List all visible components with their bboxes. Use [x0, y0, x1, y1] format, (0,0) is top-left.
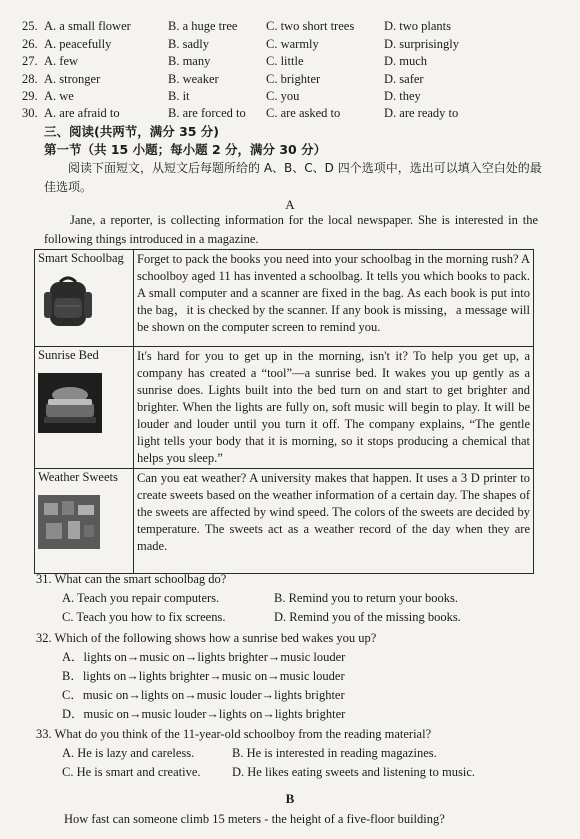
question-number: 29. [22, 89, 38, 103]
question-31-option-d: D. Remind you of the missing books. [274, 610, 461, 624]
question-number: 28. [22, 72, 38, 86]
table-row [35, 469, 534, 574]
question-number: 25. [22, 19, 38, 33]
question-32-option-c: C．music on→lights on→music louder→lights brighter [62, 688, 345, 702]
question-32-stem: 32. Which of the following shows how a sunrise bed wakes you up? [36, 631, 377, 645]
item-name-cell [35, 347, 134, 469]
question-33-option-d: D. He likes eating sweets and listening to music. [232, 765, 476, 779]
question-31-option-a: A. Teach you repair computers. [62, 591, 220, 605]
option-row-29 [0, 87, 580, 105]
weather-sweets-icon [38, 495, 100, 549]
option-row-26 [0, 35, 580, 53]
item-description: Forget to pack the books you need into your schoolbag in the morning rush? A schoolboy aged 11 has invented a schoolbag. It tells you which books to pack. A small computer and a scanner are fixed in the bag. As each book is put into the bag，it is checked by the scanner. If any book is missing，a message will be shown on the computer screen to remind you. [134, 250, 534, 347]
option-row-28 [0, 70, 580, 88]
option-b: B. are forced to [168, 106, 246, 120]
option-row-25 [0, 17, 580, 35]
option-b: B. sadly [168, 37, 209, 51]
question-32-option-d: D．music on→music louder→lights on→lights brighter [62, 707, 346, 721]
item-description: Can you eat weather? A university makes that happen. It uses a 3 D printer to create sweets based on the weather information of a certain day. The shapes of the sweets are affected by wind speed. The colors of the sweets are decided by temperature. The sweets act as a weather record of the day when they are made. [134, 469, 534, 574]
question-number: 27. [22, 54, 38, 68]
option-d: D. much [384, 54, 428, 68]
question-33-option-a: A. He is lazy and careless. [62, 746, 195, 760]
item-name: Smart Schoolbag [38, 251, 124, 265]
option-a: A. are afraid to [44, 106, 120, 120]
option-c: C. are asked to [266, 106, 341, 120]
instructions [44, 159, 544, 197]
option-d: D. surprisingly [384, 37, 459, 51]
option-b: B. weaker [168, 72, 219, 86]
option-b: B. a huge tree [168, 19, 238, 33]
option-d: D. they [384, 89, 421, 103]
option-c: C. warmly [266, 37, 319, 51]
subsection-title: 第一节（共 15 小题；每小题 2 分，满分 30 分） [44, 142, 327, 157]
table-row [35, 250, 534, 347]
option-a: A. stronger [44, 72, 101, 86]
table-row [35, 347, 534, 469]
option-c: C. two short trees [266, 19, 355, 33]
passage-b-label: B [285, 791, 295, 806]
sunrise-bed-icon [38, 373, 102, 433]
option-row-30 [0, 104, 580, 122]
option-c: C. little [266, 54, 304, 68]
item-name-cell [35, 250, 134, 347]
option-a: A. a small flower [44, 19, 131, 33]
question-32-option-b: B．lights on→lights brighter→music on→music louder [62, 669, 345, 683]
option-a: A. peacefully [44, 37, 112, 51]
item-name-cell [35, 469, 134, 574]
option-a: A. few [44, 54, 79, 68]
passage-b-first-line: How fast can someone climb 15 meters - the height of a five-floor building? [64, 812, 445, 826]
option-d: D. are ready to [384, 106, 459, 120]
option-b: B. it [168, 89, 190, 103]
question-33-option-b: B. He is interested in reading magazines. [232, 746, 437, 760]
passage-a-label: A [285, 197, 295, 212]
question-32-option-a: A．lights on→music on→lights brighter→music louder [62, 650, 346, 664]
section-title: 三、阅读(共两节，满分 35 分) [44, 124, 220, 139]
item-name: Sunrise Bed [38, 348, 99, 362]
item-name: Weather Sweets [38, 470, 118, 484]
option-c: C. you [266, 89, 300, 103]
option-d: D. safer [384, 72, 424, 86]
question-31-option-c: C. Teach you how to fix screens. [62, 610, 226, 624]
question-33-option-c: C. He is smart and creative. [62, 765, 201, 779]
option-a: A. we [44, 89, 74, 103]
option-c: C. brighter [266, 72, 321, 86]
passage-a-intro: Jane, a reporter, is collecting information for the local newspaper. She is interested in the following things introduced in a magazine. [44, 213, 538, 246]
question-number: 30. [22, 106, 38, 120]
question-31-stem: 31. What can the smart schoolbag do? [36, 572, 227, 586]
item-description: It's hard for you to get up in the morning, isn't it? To help you get up, a company has created a “tool”—a sunrise bed. It wakes you up gently as a sunrise does. Lights built into the bed turn on and start to get brighter and brighter. When the lights are fully on, soft music will begin to play. It will be louder and louder until you turn it off. The company explains, “The gentle light tells your body that it is morning, so it stops producing a chemical that helps you sleep.” [134, 347, 534, 469]
question-33-stem: 33. What do you think of the 11-year-old schoolboy from the reading material? [36, 727, 432, 741]
schoolbag-icon [38, 276, 98, 328]
option-b: B. many [168, 54, 211, 68]
question-number: 26. [22, 37, 38, 51]
option-row-27 [0, 52, 580, 70]
option-d: D. two plants [384, 19, 452, 33]
question-31-option-b: B. Remind you to return your books. [274, 591, 459, 605]
instructions-text: 阅读下面短文，从短文后每题所给的 A、B、C、D 四个选项中，选出可以填入空白处的最佳选项。 [44, 161, 542, 194]
info-table [34, 249, 534, 574]
